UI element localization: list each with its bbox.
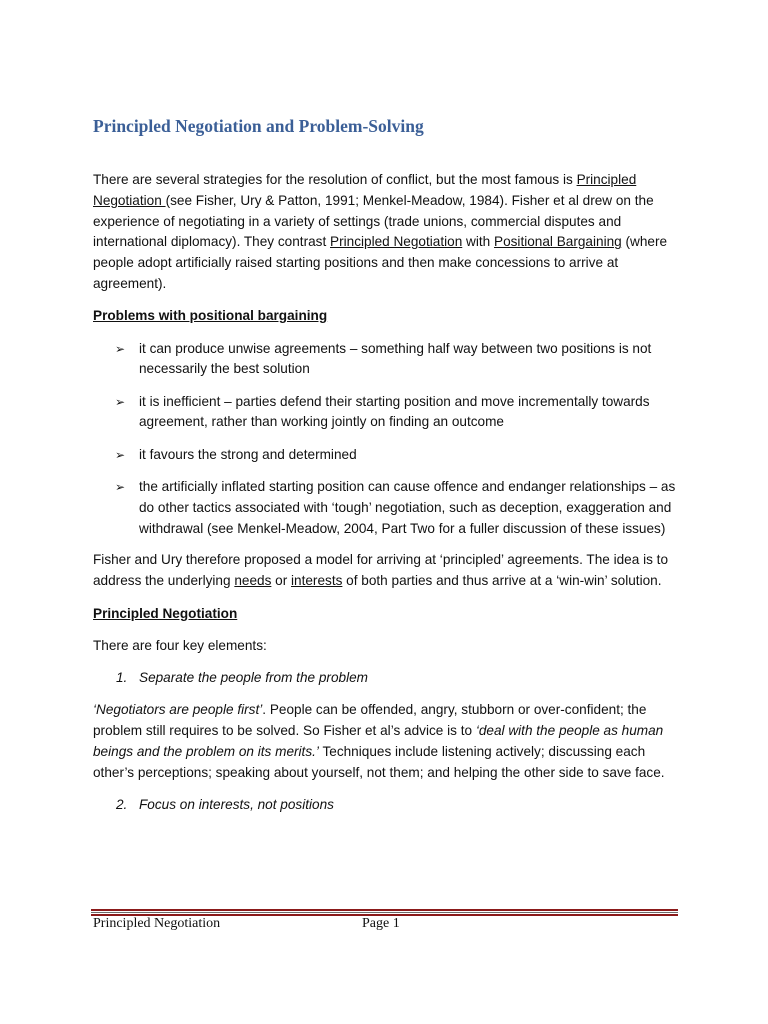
key-elements-list-continued (93, 795, 678, 816)
principled-negotiation-term: Principled Negotiation (330, 234, 463, 250)
intro-paragraph (93, 170, 678, 295)
list-item (93, 477, 678, 539)
footer-document-name: Principled Negotiation (93, 916, 221, 931)
list-item-text: it can produce unwise agreements – something half way between two positions is not necessarily the best solution (139, 340, 652, 377)
list-item (93, 392, 678, 434)
text-run: of both parties and thus arrive at a ‘win-win’ solution. (342, 573, 662, 589)
divider-line (91, 912, 678, 913)
divider-line (91, 909, 678, 911)
people-first-paragraph (93, 700, 678, 783)
principled-negotiation-term: Principled Negotiation (93, 172, 637, 208)
list-item (93, 339, 678, 381)
document-title: Principled Negotiation and Problem-Solving (93, 116, 424, 136)
text-run: (where people adopt artificially raised starting positions and then make concessions to arrive at agreement). (93, 234, 668, 291)
list-item-text: the artificially inflated starting position can cause offence and endanger relationships – as do other tactics associated with ‘tough’ negotiation, such as deception, exaggeration and withdrawal (see Menkel-Meadow, 2004, Part Two for a fuller discussion of these issues) (139, 479, 676, 536)
arrow-bullet-icon: ➢ (115, 394, 126, 409)
list-item (93, 795, 678, 816)
list-number: 1. (116, 670, 128, 686)
arrow-bullet-icon: ➢ (115, 341, 126, 356)
text-run: (see Fisher, Ury & Patton, 1991; Menkel-Meadow, 1984). Fisher et al drew on the experience of negotiating in a variety of settings (trade unions, commercial disputes and international diplomacy). They contrast (93, 192, 654, 250)
list-number: 2. (116, 797, 128, 813)
interests-term: interests (291, 573, 343, 589)
key-elements-lead: There are four key elements: (93, 637, 267, 653)
quote-text: ‘Negotiators are people first’ (93, 702, 263, 718)
text-run: or (271, 573, 292, 589)
list-item-text: Focus on interests, not positions (139, 797, 334, 813)
key-elements-list (93, 668, 678, 689)
needs-term: needs (234, 573, 272, 589)
text-run: . People can be offended, angry, stubborn or over-confident; the problem still requires to be solved. So Fisher et al’s advice is to (93, 702, 647, 739)
problems-list (93, 339, 678, 540)
list-item (93, 445, 678, 466)
list-item (93, 668, 678, 689)
document-body (93, 170, 678, 816)
principled-agreements-paragraph (93, 550, 678, 592)
text-run: There are several strategies for the resolution of conflict, but the most famous is (93, 172, 577, 187)
positional-bargaining-term: Positional Bargaining (494, 234, 622, 250)
list-item-text: it is inefficient – parties defend their starting position and move incrementally towards agreement, rather than working jointly on finding an outcome (139, 393, 650, 430)
text-run: with (462, 234, 494, 250)
footer-page-number: Page 1 (362, 916, 400, 931)
arrow-bullet-icon: ➢ (115, 447, 126, 462)
list-item-text: Separate the people from the problem (139, 670, 368, 686)
section-heading-problems: Problems with positional bargaining (93, 308, 328, 324)
quote-text: ‘deal with the people as human beings and the problem on its merits.’ (93, 723, 664, 760)
list-item-text: it favours the strong and determined (139, 446, 357, 462)
arrow-bullet-icon: ➢ (115, 480, 126, 495)
text-run: Fisher and Ury therefore proposed a model for arriving at ‘principled’ agreements. The idea is to address the underlying (93, 552, 669, 589)
text-run: Techniques include listening actively; discussing each other’s perceptions; speaking about yourself, not them; and helping the other side to save face. (93, 744, 665, 780)
section-heading-principled: Principled Negotiation (93, 605, 238, 621)
footer-divider (91, 909, 678, 916)
